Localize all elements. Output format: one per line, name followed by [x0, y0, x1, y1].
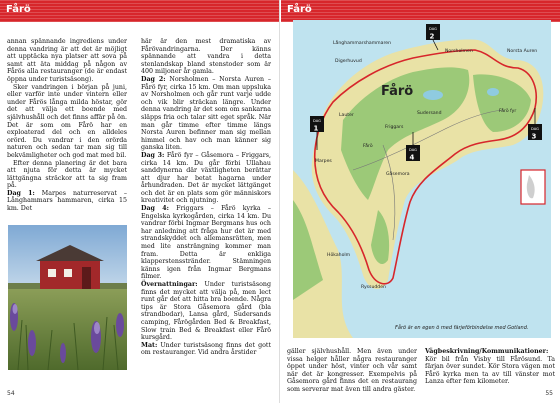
paragraph-text: här är den mest dramatiska av Fårövandringarna. Der känns spännande att vandra i detta stenlandskap bland stenstoder som är 400 miljoner år gamla. — [141, 38, 271, 76]
photo-red-cottage-meadow — [8, 225, 127, 370]
place-label: Lauter — [339, 113, 354, 118]
svg-text:2: 2 — [429, 32, 435, 41]
paragraph — [141, 342, 271, 357]
paragraph — [7, 190, 127, 213]
page-number: 55 — [545, 390, 553, 397]
place-label: Digerhuvud — [335, 59, 362, 64]
bold-lead: Dag 2: — [141, 75, 166, 83]
right-page — [281, 0, 560, 403]
place-label: Norsholmen — [445, 49, 473, 54]
paragraph — [141, 281, 271, 342]
page-header-title: Fårö — [287, 4, 312, 15]
place-label: Sudersand — [417, 111, 442, 116]
place-label: Långhammarshammaren — [333, 41, 391, 46]
bold-lead: Mat: — [141, 341, 158, 349]
svg-text:3: 3 — [531, 132, 537, 141]
paragraph-text: Fårö fyr – Gåsemora – Friggars, cirka 14 km. Du går förbi Ullahau sanddynerna där växtligheten berättar att djur har betat hagarna under århundraden. Det är mycket lättgänget och det är en plats som gör människors kreativitet och njutning. — [141, 151, 272, 205]
island-map — [293, 20, 551, 338]
place-label: Ryssudden — [361, 285, 386, 290]
text-column-1 — [7, 38, 127, 213]
paragraph — [141, 205, 271, 281]
header-band — [281, 0, 560, 22]
island-label: Fårö — [381, 84, 414, 99]
page-header-title: Fårö — [6, 4, 31, 15]
bottom-text-column-1 — [287, 348, 417, 394]
bold-lead: Dag 1: — [7, 189, 35, 197]
paragraph: gäller självhushåll. Men även under vissa helger håller några restauranger öppet under höst, vinter och vår samt när det är kongresser. Exempelvis på Gåsemora gård finns det en restaurang som serverar mat även till andra gäster. — [287, 348, 417, 393]
paragraph-text: Sker vandringen i början på juni, eller varför inte under vintern eller under Fårös långa milda höstar, gör det att välja ett boende med självhushåll och det finns affär på ön. Det är som om Fårö har en exploaterad del och en alldeles orörd. Du vandrar i den orörda naturen och sedan tar man sig till bekvämligheter och god mat med bil. — [7, 83, 127, 159]
paragraph — [7, 160, 127, 190]
paragraph-text: Marpes naturreservat – Långhammars hammaren, cirka 15 km. Det — [7, 189, 128, 213]
paragraph — [7, 84, 127, 160]
svg-text:DAG: DAG — [313, 119, 321, 123]
paragraph-text: Under turistsäsong finns det gott om restauranger. Vid andra årstider — [141, 341, 271, 357]
text-column-2 — [141, 38, 271, 357]
bold-lead: Övernattningar: — [141, 281, 198, 288]
svg-text:4: 4 — [409, 153, 415, 162]
place-label: Fårö fyr — [499, 109, 517, 114]
bold-lead: Dag 3: — [141, 151, 165, 159]
paragraph-text: Friggars – Fårö kyrka – Engelska kyrkogården, cirka 14 km. Du vandrar förbi Ingmar Bergmans hus och har anledning att fråga hur det är med strandskyddet och allemansrätten, men med lite ansträngning kommer man fram. Detta är enkliga klapperstensstränder. Stämningen känns igen från Ingmar Bergmans filmer. — [141, 205, 271, 281]
paragraph-text: Under turistsäsong finns det mycket att välja på, men lect runt går det att hitta bra boende. Några tips är Stora Gåsemora gård (bla strandbodar), Lansa gård, Sudersands camping, Fårögården Bed & Breakfast, Slow train Bed & Breakfast eller Fårö kursgård. — [141, 281, 271, 342]
map-caption: Fårö är en egen ö med färjeförbindelse med Gotland. — [395, 325, 529, 331]
paragraph-text: Efter denna planering är det bara att njuta för detta är mycket lättgängna sträckor att ta sig fram på. — [7, 159, 127, 190]
svg-text:DAG: DAG — [531, 127, 539, 131]
page-number: 54 — [7, 390, 15, 397]
header-band — [0, 0, 279, 22]
paragraph — [141, 76, 271, 152]
place-label: Gåsemora — [386, 172, 410, 177]
svg-text:DAG: DAG — [409, 148, 417, 152]
place-label: Marpes — [315, 159, 332, 164]
svg-text:DAG: DAG — [429, 27, 437, 31]
place-label: Fårö — [363, 144, 373, 149]
bold-lead: Vägbeskrivning/Kommunikationer: — [425, 348, 549, 355]
svg-text:1: 1 — [313, 124, 319, 133]
place-label: Hökaholm — [327, 253, 351, 258]
paragraph — [141, 152, 271, 205]
paragraph — [141, 38, 271, 76]
bold-lead: Dag 4: — [141, 205, 169, 213]
paragraph — [7, 38, 127, 84]
place-label: Norsta Auren — [507, 49, 538, 54]
bottom-text-column-2 — [425, 348, 555, 386]
paragraph-text: annan spännande ingrediens under denna vandring är att det är möjligt att upptäcka nya platser att sova på samt att äta middag på någon av Fårös alla restauranger (de är endast öppna under turistsäsong). — [7, 38, 127, 83]
place-label: Friggars — [385, 125, 404, 130]
paragraph-text: Norsholmen – Norsta Auren – Fårö fyr, cirka 15 km. Om man uppsluka av Norsholmen och går runt varje udde och vik blir sträckan längre. Under denna vandring är det som om sankarna släpps fria och talar sitt eget språk. När man går timme efter timme längs Norsta Auren befinner man sig mellan himmel och hav och man känner sig ganska liten. — [141, 75, 272, 152]
paragraph: Kör bil från Visby till Fårösund. Ta färjan över sundet. Kör Stora vägen mot Fårö kyrka men ta av till vänster mot Lanza efter fem kilometer. — [425, 355, 555, 386]
